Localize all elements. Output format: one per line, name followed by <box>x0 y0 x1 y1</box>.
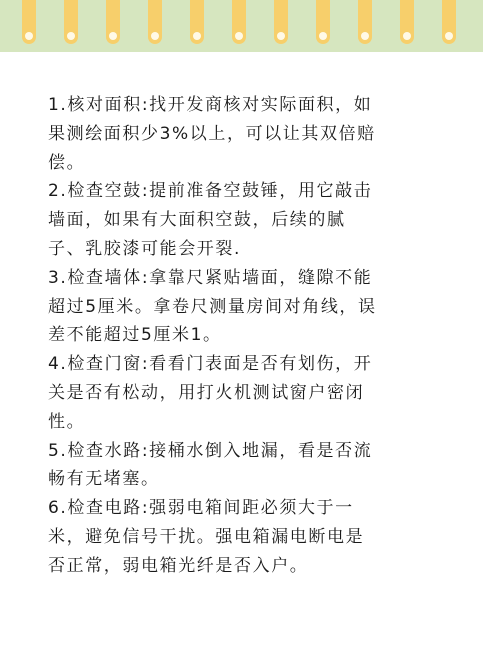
text-line: 差不能超过5厘米1。 <box>48 325 222 346</box>
notebook-ring-icon <box>64 0 78 44</box>
text-line: 关是否有松动，用打火机测试窗户密闭 <box>48 382 365 403</box>
text-line: 偿。 <box>48 152 86 173</box>
text-line: 米，避免信号干扰。强电箱漏电断电是 <box>48 526 365 547</box>
text-line: 子、乳胶漆可能会开裂. <box>48 238 242 259</box>
text-line: 1.核对面积:找开发商核对实际面积，如 <box>48 95 373 115</box>
notebook-ring-icon <box>358 0 372 44</box>
text-line: 果测绘面积少3%以上，可以让其双倍赔 <box>48 123 376 144</box>
text-line: 超过5厘米。拿卷尺测量房间对角线，误 <box>48 296 377 317</box>
text-line: 5.检查水路:接桶水倒入地漏，看是否流 <box>48 440 373 461</box>
text-line: 否正常，弱电箱光纤是否入户。 <box>48 555 309 576</box>
notebook-ring-icon <box>190 0 204 44</box>
notebook-ring-icon <box>232 0 246 44</box>
notebook-ring-icon <box>148 0 162 44</box>
notebook-ring-icon <box>442 0 456 44</box>
notebook-header-band <box>0 0 483 52</box>
text-line: 2.检查空鼓:提前准备空鼓锤，用它敲击 <box>48 181 373 202</box>
notebook-ring-icon <box>106 0 120 44</box>
notebook-ring-icon <box>400 0 414 44</box>
text-line: 畅有无堵塞。 <box>48 469 160 490</box>
text-line: 6.检查电路:强弱电箱间距必须大于一 <box>48 498 354 519</box>
notebook-ring-icon <box>274 0 288 44</box>
notebook-ring-icon <box>22 0 36 44</box>
text-line: 3.检查墙体:拿靠尺紧贴墙面，缝隙不能 <box>48 267 373 288</box>
text-line: 墙面，如果有大面积空鼓，后续的腻 <box>48 210 346 231</box>
text-line: 4.检查门窗:看看门表面是否有划伤，开 <box>48 354 373 375</box>
inspection-checklist <box>48 91 448 581</box>
text-line: 性。 <box>48 411 86 432</box>
notebook-ring-icon <box>316 0 330 44</box>
